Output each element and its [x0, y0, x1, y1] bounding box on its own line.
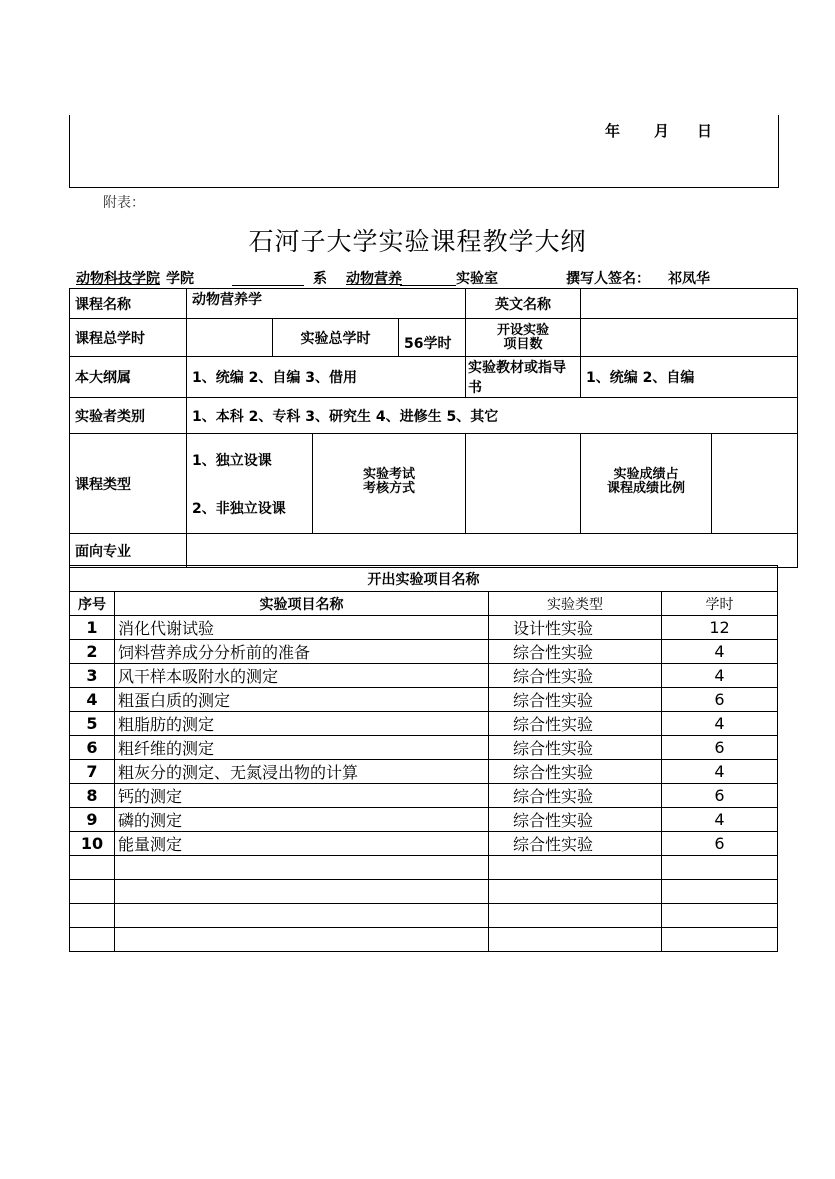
row-hours: 6 — [662, 784, 778, 808]
row-type: 综合性实验 — [489, 760, 662, 784]
empty-row — [70, 880, 778, 904]
table-row — [70, 664, 778, 688]
row-name: 粗蛋白质的测定 — [115, 688, 489, 712]
table-row — [70, 736, 778, 760]
course-type-option-2: 2、非独立设课 — [192, 500, 286, 517]
table-row — [70, 640, 778, 664]
textbook-label: 实验教材或指导书 — [466, 357, 581, 398]
english-name-label: 英文名称 — [466, 289, 581, 319]
table-row — [70, 760, 778, 784]
project-table — [69, 565, 778, 952]
student-type-label: 实验者类别 — [70, 398, 187, 434]
row-type: 综合性实验 — [489, 784, 662, 808]
row-type: 综合性实验 — [489, 808, 662, 832]
row-name: 磷的测定 — [115, 808, 489, 832]
page-title: 石河子大学实验课程教学大纲 — [248, 227, 587, 256]
row-no: 2 — [70, 640, 115, 664]
row-type: 综合性实验 — [489, 832, 662, 856]
course-type-option-1: 1、独立设课 — [192, 452, 272, 469]
day-label: 日 — [697, 122, 713, 140]
signature-box — [69, 115, 779, 188]
row-type: 设计性实验 — [489, 616, 662, 640]
english-name-value — [581, 289, 798, 319]
course-info-table — [69, 288, 798, 568]
empty-row — [70, 928, 778, 952]
table-row — [70, 712, 778, 736]
table-row — [70, 688, 778, 712]
course-type-label: 课程类型 — [70, 434, 187, 534]
writer-name: 祁凤华 — [668, 271, 710, 287]
empty-row — [70, 856, 778, 880]
lab-items-label-line-2: 项目数 — [503, 336, 543, 352]
row-no: 3 — [70, 664, 115, 688]
row-type: 综合性实验 — [489, 712, 662, 736]
table-row — [70, 616, 778, 640]
course-type-options — [187, 434, 313, 534]
row-type: 综合性实验 — [489, 640, 662, 664]
row-hours: 6 — [662, 736, 778, 760]
row-name: 钙的测定 — [115, 784, 489, 808]
major-label: 面向专业 — [70, 534, 187, 568]
college-suffix: 学院 — [166, 271, 194, 287]
row-name: 风干样本吸附水的测定 — [115, 664, 489, 688]
outline-label: 本大纲属 — [70, 357, 187, 398]
lab-name: 动物营养 — [346, 271, 402, 287]
table-row — [70, 808, 778, 832]
row-hours: 12 — [662, 616, 778, 640]
row-no: 5 — [70, 712, 115, 736]
header-type: 实验类型 — [489, 592, 662, 616]
row-hours: 4 — [662, 640, 778, 664]
row-type: 综合性实验 — [489, 736, 662, 760]
lab-underline — [400, 285, 456, 286]
lab-items-value — [581, 319, 798, 357]
textbook-options: 1、统编 2、自编 — [581, 357, 798, 398]
writer-label: 撰写人签名： — [566, 271, 650, 287]
row-name: 饲料营养成分分析前的准备 — [115, 640, 489, 664]
grade-ratio-label-line-2: 课程成绩比例 — [606, 481, 685, 496]
outline-options: 1、统编 2、自编 3、借用 — [187, 357, 466, 398]
exam-method-label-line-1: 实验考试 — [362, 467, 415, 482]
row-name: 粗纤维的测定 — [115, 736, 489, 760]
exam-method-label-line-2: 考核方式 — [362, 481, 415, 496]
row-hours: 4 — [662, 808, 778, 832]
table-row — [70, 832, 778, 856]
row-name: 能量测定 — [115, 832, 489, 856]
row-type: 综合性实验 — [489, 664, 662, 688]
row-name: 粗灰分的测定、无氮浸出物的计算 — [115, 760, 489, 784]
row-hours: 6 — [662, 688, 778, 712]
header-name: 实验项目名称 — [115, 592, 489, 616]
appendix-label: 附表： — [103, 195, 145, 211]
month-label: 月 — [654, 122, 670, 140]
row-no: 7 — [70, 760, 115, 784]
row-no: 8 — [70, 784, 115, 808]
table-row — [70, 784, 778, 808]
header-no: 序号 — [70, 592, 115, 616]
row-hours: 4 — [662, 712, 778, 736]
row-hours: 4 — [662, 664, 778, 688]
row-no: 10 — [70, 832, 115, 856]
grade-ratio-label-line-1: 实验成绩占 — [613, 467, 679, 482]
college-name: 动物科技学院 — [76, 271, 160, 287]
lab-hours-label: 实验总学时 — [273, 319, 399, 357]
exam-method-value — [466, 434, 581, 534]
year-label: 年 — [605, 122, 621, 140]
course-name-label: 课程名称 — [70, 289, 187, 319]
total-hours-value — [187, 319, 273, 357]
dept-blank — [232, 285, 304, 286]
major-value — [187, 534, 798, 568]
row-no: 6 — [70, 736, 115, 760]
exam-method-label — [313, 434, 466, 534]
header-hours: 学时 — [662, 592, 778, 616]
course-name-value: 动物营养学 — [187, 289, 466, 319]
row-no: 4 — [70, 688, 115, 712]
row-type: 综合性实验 — [489, 688, 662, 712]
student-type-options: 1、本科 2、专科 3、研究生 4、进修生 5、其它 — [187, 398, 798, 434]
grade-ratio-label — [581, 434, 712, 534]
lab-items-label-line-1: 开设实验 — [496, 322, 549, 338]
lab-suffix: 实验室 — [456, 271, 498, 287]
empty-row — [70, 904, 778, 928]
row-hours: 4 — [662, 760, 778, 784]
row-no: 1 — [70, 616, 115, 640]
dept-suffix: 系 — [313, 271, 327, 287]
grade-ratio-value — [712, 434, 798, 534]
row-name: 粗脂肪的测定 — [115, 712, 489, 736]
row-no: 9 — [70, 808, 115, 832]
row-hours: 6 — [662, 832, 778, 856]
lab-hours-value: 56学时 — [399, 319, 466, 357]
total-hours-label: 课程总学时 — [70, 319, 187, 357]
project-section-title: 开出实验项目名称 — [70, 566, 778, 592]
row-name: 消化代谢试验 — [115, 616, 489, 640]
lab-items-label — [466, 319, 581, 357]
